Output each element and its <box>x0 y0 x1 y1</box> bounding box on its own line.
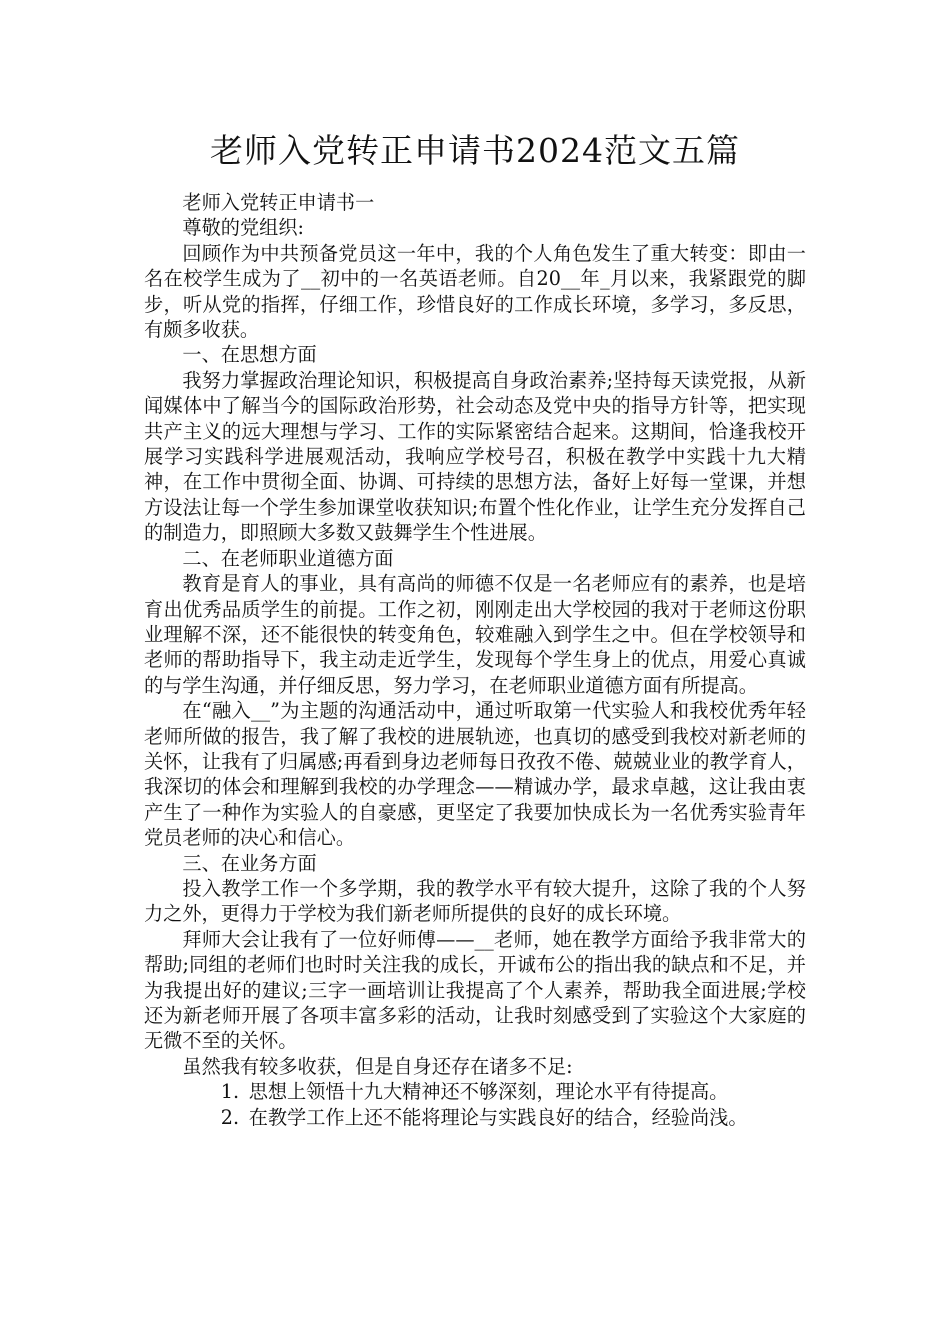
document-title: 老师入党转正申请书2024范文五篇 <box>210 131 740 170</box>
list-number: 2. <box>220 1105 240 1129</box>
section-heading: 老师入党转正申请书一 <box>182 191 375 214</box>
paragraph: 在“融入__”为主题的沟通活动中，通过听取第一代实验人和我校优秀年轻老师所做的报告，我了解了我校的进展轨迹，也真切的感受到我校对新老师的关怀，让我有了归属感;再看到身边老师每日孜孜不倦、兢兢业业的教学育人，我深切的体会和理解到我校的办学理念——精诚办学，最求卓越，这让我由衷产生了一种作为实验人的自豪感，更坚定了我要加快成长为一名优秀实验青年党员老师的决心和信心。 <box>144 699 806 850</box>
document-body <box>144 190 806 1130</box>
list-text: 思想上领悟十九大精神还不够深刻，理论水平有待提高。 <box>248 1080 729 1104</box>
list-number: 1. <box>220 1080 240 1104</box>
list-item <box>144 1079 806 1104</box>
section-heading: 二、在老师职业道德方面 <box>182 546 394 570</box>
list-text: 在教学工作上还不能将理论与实践良好的结合，经验尚浅。 <box>248 1105 748 1129</box>
section-heading: 三、在业务方面 <box>182 851 317 875</box>
paragraph: 我努力掌握政治理论知识，积极提高自身政治素养;坚持每天读党报，从新闻媒体中了解当今的国际政治形势，社会动态及党中央的指导方针等，把实现共产主义的远大理想与学习、工作的实际紧密结合起来。这期间，恰逢我校开展学习实践科学进展观活动，我响应学校号召，积极在教学中实践十九大精神，在工作中贯彻全面、协调、可持续的思想方法，备好上好每一堂课，并想方设法让每一个学生参加课堂收获知识;布置个性化作业，让学生充分发挥自己的制造力，即照顾大多数又鼓舞学生个性进展。 <box>144 368 806 545</box>
paragraph: 虽然我有较多收获，但是自身还存在诸多不足: <box>182 1054 573 1078</box>
paragraph: 拜师大会让我有了一位好师傅——__老师，她在教学方面给予我非常大的帮助;同组的老师们也时时关注我的成长，开诚布公的指出我的缺点和不足，并为我提出好的建议;三字一画培训让我提高了个人素养，帮助我全面进展;学校还为新老师开展了各项丰富多彩的活动，让我时刻感受到了实验这个大家庭的无微不至的关怀。 <box>144 927 806 1053</box>
section-heading: 一、在思想方面 <box>182 343 317 367</box>
paragraph: 回顾作为中共预备党员这一年中，我的个人角色发生了重大转变：即由一名在校学生成为了__初中的一名英语老师。自20__年_月以来，我紧跟党的脚步，听从党的指挥，仔细工作，珍惜良好的工作成长环境，多学习，多反思，有颇多收获。 <box>144 241 806 342</box>
list-item <box>144 1105 806 1130</box>
paragraph: 投入教学工作一个多学期，我的教学水平有较大提升，这除了我的个人努力之外，更得力于学校为我们新老师所提供的良好的成长环境。 <box>144 876 806 926</box>
paragraph: 教育是育人的事业，具有高尚的师德不仅是一名老师应有的素养，也是培育出优秀品质学生的前提。工作之初，刚刚走出大学校园的我对于老师这份职业理解不深，还不能很快的转变角色，较难融入到学生之中。但在学校领导和老师的帮助指导下，我主动走近学生，发现每个学生身上的优点，用爱心真诚的与学生沟通，并仔细反思，努力学习，在老师职业道德方面有所提高。 <box>144 572 806 697</box>
salutation: 尊敬的党组织: <box>182 216 304 240</box>
